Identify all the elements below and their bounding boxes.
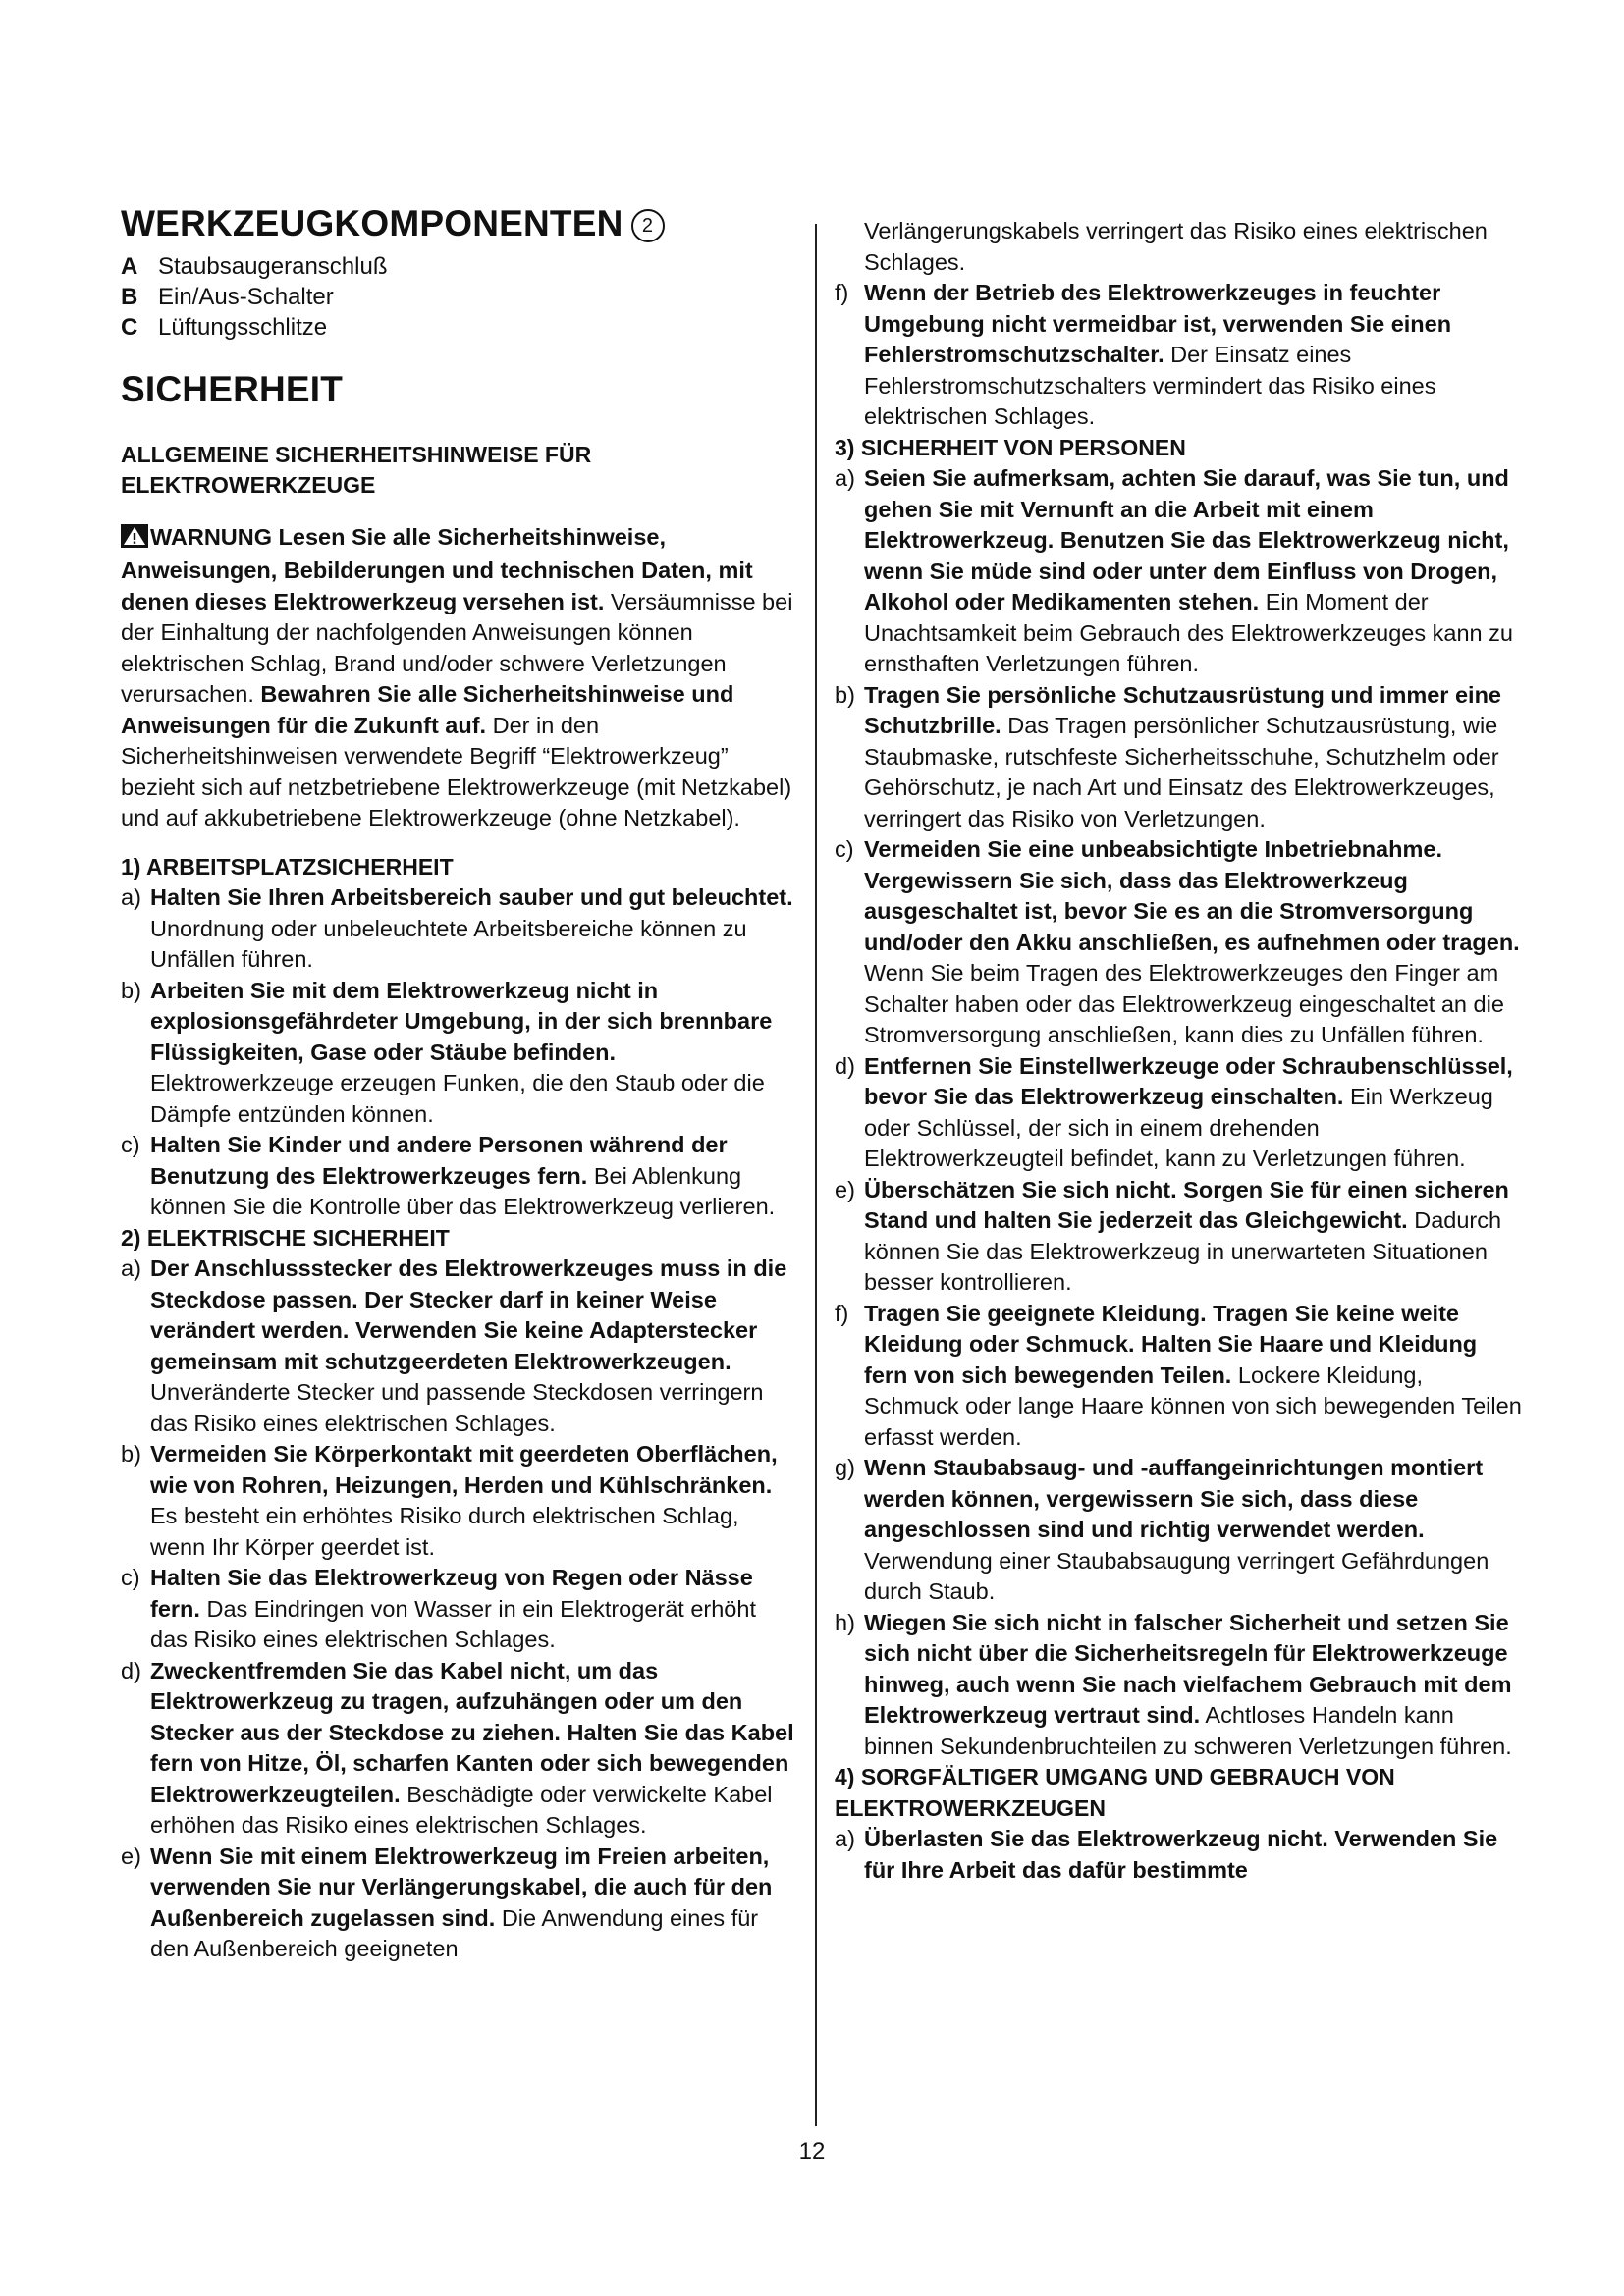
list-item: b) Arbeiten Sie mit dem Elektrowerkzeug nicht in explosionsgefährdeter Umgebung, in der sich brennbare Flüssigkeiten, Gase oder Stäube befinden. Elektrowerkzeuge erzeugen Funken, die den Staub oder die Dämpfe entzünden können. — [121, 977, 773, 1127]
list-item: f) Wenn der Betrieb des Elektrowerkzeuges in feuchter Umgebung nicht vermeidbar ist, verwenden Sie einen Fehlerstromschutzschalter. Der Einsatz eines Fehlerstromschutzschalters vermindert das Risiko eines elektrischen Schlages. — [835, 280, 1452, 429]
components-title: WERKZEUGKOMPONENTEN — [121, 203, 623, 243]
page-number: 12 — [798, 2138, 826, 2164]
list-item: e) Wenn Sie mit einem Elektrowerkzeug im Freien arbeiten, verwenden Sie nur Verlängerungskabel, die auch für den Außenbereich zugelassen sind. Die Anwendung eines für den Außenbereich geeigneten — [121, 1842, 773, 1962]
section-heading: 1) ARBEITSPLATZSICHERHEIT — [121, 853, 454, 880]
list-item: e) Überschätzen Sie sich nicht. Sorgen Sie für einen sicheren Stand und halten Sie jederzeit das Gleichgewicht. Dadurch können Sie das Elektrowerkzeug in unerwarteten Situationen besser kontrollieren. — [835, 1176, 1509, 1295]
list-item: a) Überlasten Sie das Elektrowerkzeug nicht. Verwenden Sie für Ihre Arbeit das dafür bestimmte — [835, 1826, 1498, 1883]
list-item: b) Vermeiden Sie Körperkontakt mit geerdeten Oberflächen, wie von Rohren, Heizungen, Herden und Kühlschränken. Es besteht ein erhöhtes Risiko durch elektrischen Schlag, wenn Ihr Körper geerdet ist. — [121, 1441, 778, 1560]
list-item-continuation: Verlängerungskabels verringert das Risiko eines elektrischen Schlages. — [864, 218, 1488, 275]
right-column — [835, 216, 1522, 1886]
list-item: a) Halten Sie Ihren Arbeitsbereich sauber und gut beleuchtet. Unordnung oder unbeleuchtete Arbeitsbereiche können zu Unfällen führen. — [121, 884, 793, 973]
list-item: g) Wenn Staubabsaug- und -auffangeinrichtungen montiert werden können, vergewissern Sie sich, dass diese angeschlossen sind und richtig verwendet werden. Verwendung einer Staubabsaugung verringert Gefährdungen durch Staub. — [835, 1455, 1489, 1604]
component-item: C Lüftungsschlitze — [121, 314, 328, 342]
list-item: d) Zweckentfremden Sie das Kabel nicht, um das Elektrowerkzeug zu tragen, aufzuhängen oder um den Stecker aus der Steckdose zu ziehen. Halten Sie das Kabel fern von Hitze, Öl, scharfen Kanten oder sich bewegenden Elektrowerkzeugteilen. Beschädigte oder verwickelte Kabel erhöhen das Risiko eines elektrischen Schlages. — [121, 1657, 794, 1839]
safety-heading: SICHERHEIT — [121, 369, 344, 410]
list-item: a) Der Anschlussstecker des Elektrowerkzeuges muss in die Steckdose passen. Der Stecker darf in keiner Weise verändert werden. Verwenden Sie keine Adapterstecker gemeinsam mit schutzgeerdeten Elektrowerkzeugen. Unveränderte Stecker und passende Steckdosen verringern das Risiko eines elektrischen Schlages. — [121, 1255, 787, 1436]
components-heading — [121, 202, 798, 245]
list-item: c) Halten Sie das Elektrowerkzeug von Regen oder Nässe fern. Das Eindringen von Wasser in ein Elektrogerät erhöht das Risiko eines elektrischen Schlages. — [121, 1565, 756, 1653]
list-item: f) Tragen Sie geeignete Kleidung. Tragen Sie keine weite Kleidung oder Schmuck. Halten Sie Haare und Kleidung fern von sich bewegenden Teilen. Lockere Kleidung, Schmuck oder lange Haare können von sich bewegenden Teilen erfasst werden. — [835, 1300, 1522, 1450]
figure-ref-circle: 2 — [631, 209, 665, 242]
section-heading: 3) SICHERHEIT VON PERSONEN — [835, 434, 1186, 460]
column-divider — [815, 224, 817, 2126]
section-heading: 4) SORGFÄLTIGER UMGANG UND GEBRAUCH VON ELEKTROWERKZEUGEN — [835, 1764, 1395, 1821]
general-safety-subheading: ALLGEMEINE SICHERHEITSHINWEISE FÜR ELEKTROWERKZEUGE — [121, 441, 592, 498]
section-heading: 2) ELEKTRISCHE SICHERHEIT — [121, 1224, 450, 1251]
warning-triangle-icon — [121, 524, 148, 557]
list-item: a) Seien Sie aufmerksam, achten Sie darauf, was Sie tun, und gehen Sie mit Vernunft an die Arbeit mit einem Elektrowerkzeug. Benutzen Sie das Elektrowerkzeug nicht, wenn Sie müde sind oder unter dem Einfluss von Drogen, Alkohol oder Medikamenten stehen. Ein Moment der Unachtsamkeit beim Gebrauch des Elektrowerkzeuges kann zu ernsthaften Verletzungen führen. — [835, 465, 1513, 676]
list-item: b) Tragen Sie persönliche Schutzausrüstung und immer eine Schutzbrille. Das Tragen persönlicher Schutzausrüstung, wie Staubmaske, rutschfeste Sicherheitsschuhe, Schutzhelm oder Gehörschutz, je nach Art und Einsatz des Elektrowerkzeuges, verringert das Risiko von Verletzungen. — [835, 681, 1502, 831]
component-item: A Staubsaugeranschluß — [121, 253, 388, 281]
component-item: B Ein/Aus-Schalter — [121, 284, 334, 311]
list-item: c) Halten Sie Kinder und andere Personen während der Benutzung des Elektrowerkzeuges fern. Bei Ablenkung können Sie die Kontrolle über das Elektrowerkzeug verlieren. — [121, 1132, 776, 1220]
list-item: d) Entfernen Sie Einstellwerkzeuge oder Schraubenschlüssel, bevor Sie das Elektrowerkzeug einschalten. Ein Werkzeug oder Schlüssel, der sich in einem drehenden Elektrowerkzeugteil befindet, kann zu Verletzungen führen. — [835, 1052, 1513, 1171]
left-column — [121, 202, 798, 1965]
warning-paragraph: WARNUNG Lesen Sie alle Sicherheitshinweise, Anweisungen, Bebilderungen und technischen Daten, mit denen dieses Elektrowerkzeug versehen ist. Versäumnisse bei der Einhaltung der nachfolgenden Anweisungen können elektrischen Schlag, Brand und/oder schwere Verletzungen verursachen. Bewahren Sie alle Sicherheitshinweise und Anweisungen für die Zukunft auf. Der in den Sicherheitshinweisen verwendete Begriff “Elektrowerkzeug” bezieht sich auf netzbetriebene Elektrowerkzeuge (mit Netzkabel) und auf akkubetriebene Elektrowerkzeuge (ohne Netzkabel). — [121, 523, 793, 831]
list-item: c) Vermeiden Sie eine unbeabsichtigte Inbetriebnahme. Vergewissern Sie sich, dass das Elektrowerkzeug ausgeschaltet ist, bevor Sie es an die Stromversorgung und/oder den Akku anschließen, es aufnehmen oder tragen. Wenn Sie beim Tragen des Elektrowerkzeuges den Finger am Schalter haben oder das Elektrowerkzeug eingeschaltet an die Stromversorgung anschließen, kann dies zu Unfällen führen. — [835, 836, 1520, 1047]
list-item: h) Wiegen Sie sich nicht in falscher Sicherheit und setzen Sie sich nicht über die Sicherheitsregeln für Elektrowerkzeuge hinweg, auch wenn Sie nach vielfachem Gebrauch mit dem Elektrowerkzeug vertraut sind. Achtloses Handeln kann binnen Sekundenbruchteilen zu schweren Verletzungen führen. — [835, 1609, 1512, 1759]
